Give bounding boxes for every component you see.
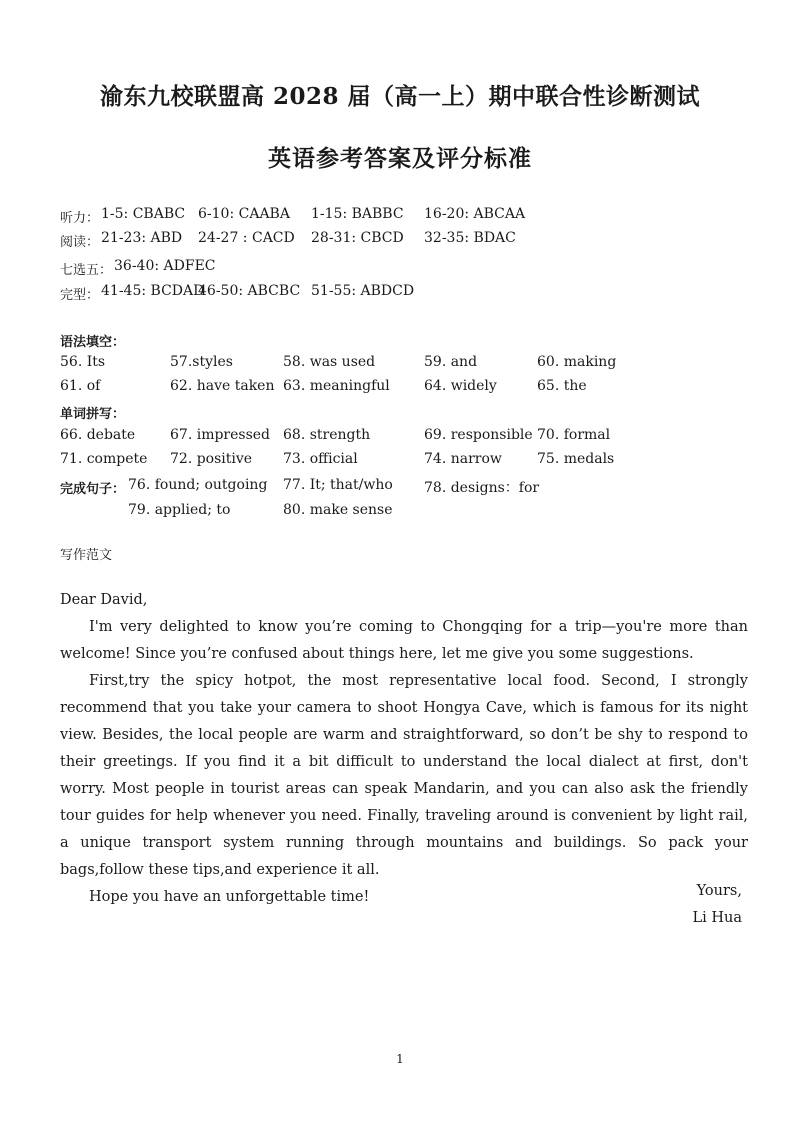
listening-answer: 1-5: CBABC xyxy=(101,206,186,222)
cloze-label: 完型： xyxy=(60,288,100,303)
listening-answer: 1-15: BABBC xyxy=(311,206,404,222)
reading-label: 阅读： xyxy=(60,235,100,250)
reading-answer: 24-27 : CACD xyxy=(198,230,295,246)
writing-label: 写作范文 xyxy=(60,548,113,563)
grammar-answer: 61. of xyxy=(60,378,101,394)
letter-closing: Yours, xyxy=(696,883,742,899)
reading-answer: 28-31: CBCD xyxy=(311,230,404,246)
spelling-answer: 68. strength xyxy=(283,427,371,443)
spelling-answer: 67. impressed xyxy=(170,427,271,443)
sentence-answer: 78. designs：for xyxy=(424,480,540,496)
sentences-label: 完成句子： xyxy=(60,482,126,497)
listening-label: 听力： xyxy=(60,211,100,226)
grammar-answer: 58. was used xyxy=(283,354,376,370)
grammar-answer: 59. and xyxy=(424,354,478,370)
grammar-answer: 63. meaningful xyxy=(283,378,390,394)
reading-answer: 32-35: BDAC xyxy=(424,230,516,246)
spelling-answer: 66. debate xyxy=(60,427,136,443)
spelling-answer: 70. formal xyxy=(537,427,611,443)
cloze-answer: 46-50: ABCBC xyxy=(198,283,301,299)
sentence-answer: 80. make sense xyxy=(283,502,393,518)
grammar-answer: 65. the xyxy=(537,378,587,394)
sentence-answer: 77. It; that/who xyxy=(283,477,393,493)
spelling-label: 单词拼写： xyxy=(60,407,126,422)
grammar-answer: 62. have taken xyxy=(170,378,275,394)
spelling-answer: 73. official xyxy=(283,451,358,467)
sentence-answer: 76. found; outgoing xyxy=(128,477,268,493)
letter-paragraph: I'm very delighted to know you’re coming to Chongqing for a trip—you're more than welcome! Since you’re confused about things here, let me give you some suggestions. xyxy=(60,619,748,662)
letter-paragraph: Hope you have an unforgettable time! xyxy=(89,889,370,905)
spelling-answer: 74. narrow xyxy=(424,451,502,467)
grammar-answer: 60. making xyxy=(537,354,617,370)
document-title: 渝东九校联盟高 2028 届（高一上）期中联合性诊断测试 xyxy=(99,83,701,110)
listening-answer: 6-10: CAABA xyxy=(198,206,290,222)
spelling-answer: 72. positive xyxy=(170,451,253,467)
seven-five-answer: 36-40: ADFEC xyxy=(114,258,216,274)
letter-greeting: Dear David, xyxy=(60,592,148,608)
document-subtitle: 英语参考答案及评分标准 xyxy=(268,145,532,172)
spelling-answer: 69. responsible xyxy=(424,427,533,443)
spelling-answer: 71. compete xyxy=(60,451,148,467)
letter-signature: Li Hua xyxy=(692,910,742,926)
seven-five-label: 七选五： xyxy=(60,263,113,278)
listening-answer: 16-20: ABCAA xyxy=(424,206,526,222)
cloze-answer: 41-45: BCDAD xyxy=(101,283,205,299)
letter-paragraph: First,try the spicy hotpot, the most representative local food. Second, I strongly recommend that you take your camera to shoot Hongya Cave, which is famous for its night view. Besides, the local people are warm and straightforward, so don’t be shy to respond to their greetings. If you find it a bit difficult to understand the local dialect at first, don't worry. Most people in tourist areas can speak Mandarin, and you can also ask the friendly tour guides for help whenever you need. Finally, traveling around is convenient by light rail, a unique transport system running through mountains and buildings. So pack your bags,follow these tips,and experience it all. xyxy=(60,673,748,878)
grammar-answer: 64. widely xyxy=(424,378,497,394)
sentence-answer: 79. applied; to xyxy=(128,502,231,518)
grammar-answer: 56. Its xyxy=(60,354,106,370)
grammar-answer: 57.styles xyxy=(170,354,233,370)
reading-answer: 21-23: ABD xyxy=(101,230,183,246)
spelling-answer: 75. medals xyxy=(537,451,615,467)
page-number: 1 xyxy=(396,1052,404,1066)
grammar-label: 语法填空： xyxy=(60,335,126,350)
cloze-answer: 51-55: ABDCD xyxy=(311,283,415,299)
sample-letter xyxy=(60,587,748,911)
